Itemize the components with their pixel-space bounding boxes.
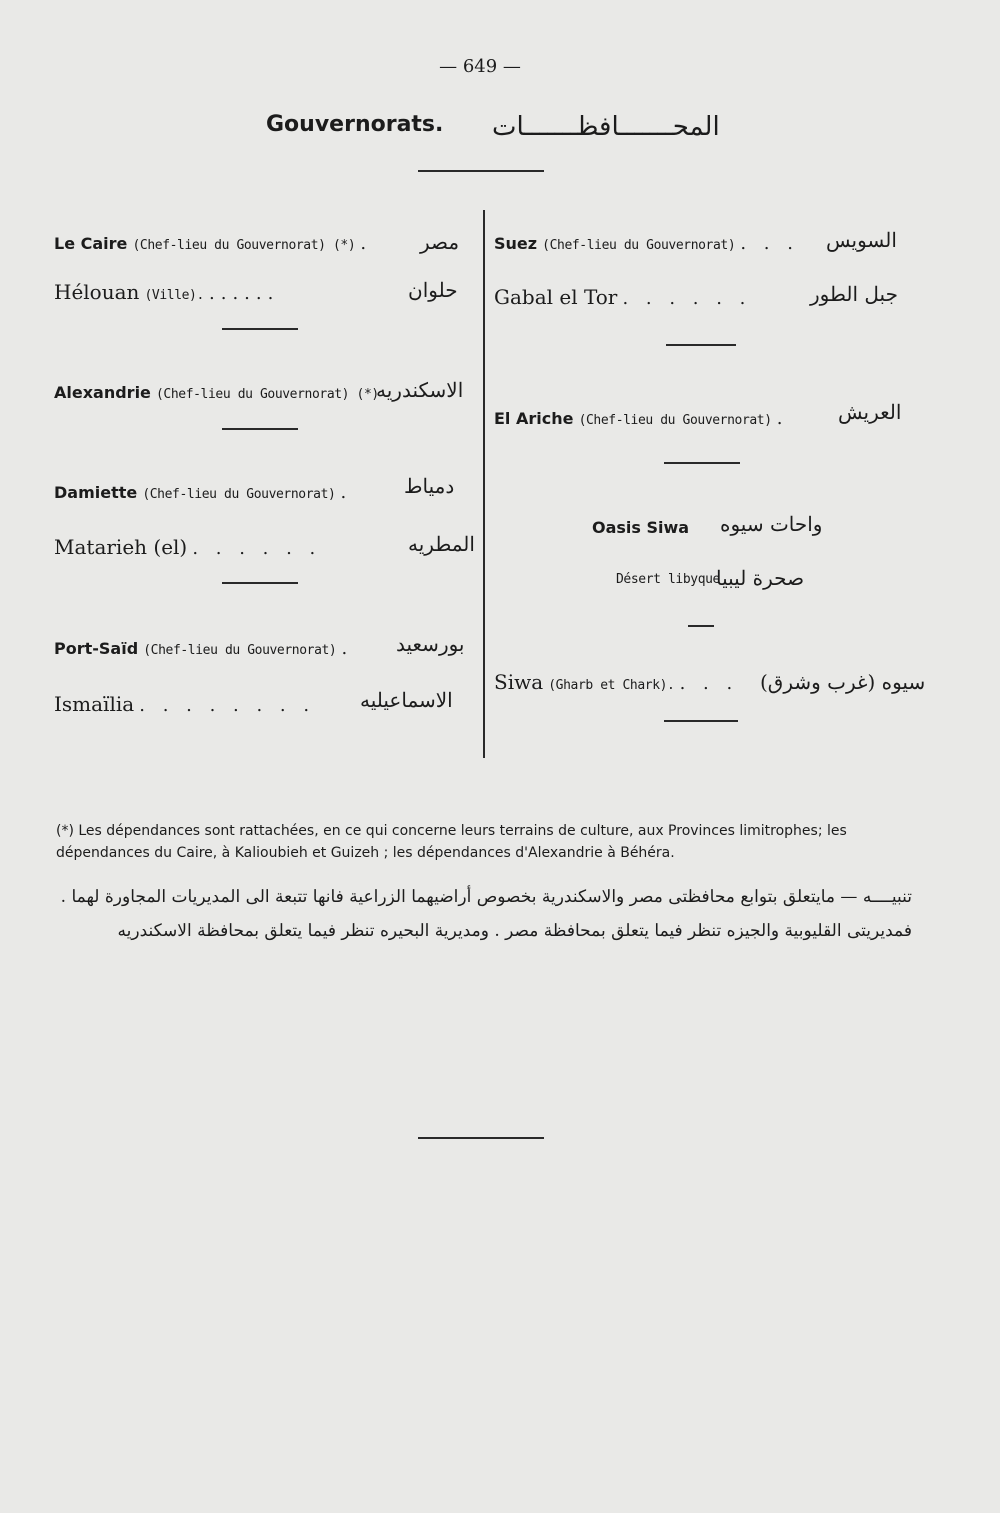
- entry-note: (Chef-lieu du Gouvernorat): [142, 487, 336, 502]
- section-rule: [666, 344, 736, 346]
- entry-arabic-damiette: دمياط: [404, 474, 455, 498]
- title-rule: [418, 170, 544, 172]
- entry-arabic-alexandrie: الاسكندريه: [376, 378, 464, 402]
- entry-helouan: [54, 280, 279, 304]
- page-number: — 649 —: [439, 56, 521, 77]
- entry-note: (Ville).: [144, 288, 204, 303]
- entry-ismailia: [54, 692, 315, 716]
- section-rule: [688, 625, 714, 627]
- entry-dots: .: [360, 233, 373, 254]
- entry-gabal-el-tor: [494, 285, 751, 309]
- entry-alexandrie: [54, 383, 379, 402]
- oasis-title-arabic: واحات سيوه: [720, 512, 823, 536]
- entry-port-said: [54, 638, 353, 659]
- entry-le-caire: [54, 233, 372, 254]
- entry-arabic-port-said: بورسعيد: [396, 632, 465, 656]
- entry-arabic-suez: السويس: [826, 228, 897, 252]
- entry-el-ariche: [494, 408, 788, 429]
- section-rule: [664, 720, 738, 722]
- oasis-subtitle-arabic: صحرة ليبيا: [716, 566, 805, 590]
- section-rule: [222, 582, 298, 584]
- section-rule: [664, 462, 740, 464]
- entry-name: Suez: [494, 234, 538, 253]
- entry-name: Le Caire: [54, 234, 128, 253]
- section-rule: [222, 328, 298, 330]
- entry-arabic-matarieh: المطريه: [408, 532, 475, 556]
- entry-suez: [494, 233, 799, 254]
- title-french: Gouvernorats.: [266, 112, 444, 137]
- oasis-subtitle: Désert libyque: [616, 572, 720, 587]
- entry-note: (Chef-lieu du Gouvernorat) (*): [132, 238, 356, 253]
- section-rule: [222, 428, 298, 430]
- entry-name: Ismaïlia: [54, 692, 135, 716]
- entry-dots: ......: [209, 283, 280, 304]
- entry-name: Hélouan: [54, 280, 140, 304]
- entry-arabic-el-ariche: العريش: [838, 400, 902, 424]
- entry-name: Matarieh (el): [54, 535, 188, 559]
- entry-name: Alexandrie: [54, 383, 151, 402]
- entry-name: Siwa: [494, 670, 544, 694]
- entry-dots: . . . . . .: [622, 288, 752, 309]
- entry-dots: .: [776, 408, 789, 429]
- entry-siwa: [494, 670, 738, 694]
- entry-name: El Ariche: [494, 409, 574, 428]
- entry-dots: . . . . . . . .: [139, 695, 316, 716]
- oasis-title: Oasis Siwa: [592, 518, 690, 537]
- entry-dots: .: [341, 638, 354, 659]
- entry-arabic-gabal-el-tor: جبل الطور: [810, 282, 898, 306]
- title-arabic: المحـــــــافظـــــــات: [492, 112, 720, 142]
- entry-matarieh: [54, 535, 321, 559]
- entry-note: (Chef-lieu du Gouvernorat): [143, 643, 337, 658]
- entry-arabic-siwa: سيوه (غرب وشرق): [760, 670, 926, 694]
- entry-dots: . . .: [740, 233, 799, 254]
- entry-note: (Chef-lieu du Gouvernorat) (*): [156, 387, 379, 402]
- entry-arabic-ismailia: الاسماعيليه: [360, 688, 453, 712]
- entry-dots: .: [340, 482, 353, 503]
- entry-note: (Gharb et Chark).: [548, 678, 675, 693]
- entry-arabic-helouan: حلوان: [408, 278, 458, 302]
- entry-dots: . . . . . .: [192, 538, 322, 559]
- footnote-french: (*) Les dépendances sont rattachées, en ce qui concerne leurs terrains de culture, aux Provinces limitrophes; les dépendances du Caire, à Kalioubieh et Guizeh ; les dépendances d'Alexandrie à Béhéra.: [56, 823, 847, 861]
- bottom-rule: [418, 1137, 544, 1139]
- entry-arabic-le-caire: مصر: [420, 230, 460, 254]
- entry-name: Gabal el Tor: [494, 285, 618, 309]
- entry-dots: . . .: [679, 673, 739, 694]
- footnote-arabic: تنبيــــه — مايتعلق بتوابع محافظتى مصر والاسكندرية بخصوص أراضيهما الزراعية فانها تتبعة الى المديريات المجاورة لهما . فمديريتى القليوبية والجيزه تنظر فيما يتعلق بمحافظة مصر . ومديرية البحيره تنظر فيما يتعلق بمحافظة الاسكندريه: [60, 887, 912, 941]
- entry-name: Damiette: [54, 483, 138, 502]
- entry-note: (Chef-lieu du Gouvernorat): [578, 413, 772, 428]
- entry-name: Port-Saïd: [54, 639, 139, 658]
- entry-damiette: [54, 482, 352, 503]
- entry-note: (Chef-lieu du Gouvernorat): [542, 238, 736, 253]
- column-divider: [483, 210, 485, 758]
